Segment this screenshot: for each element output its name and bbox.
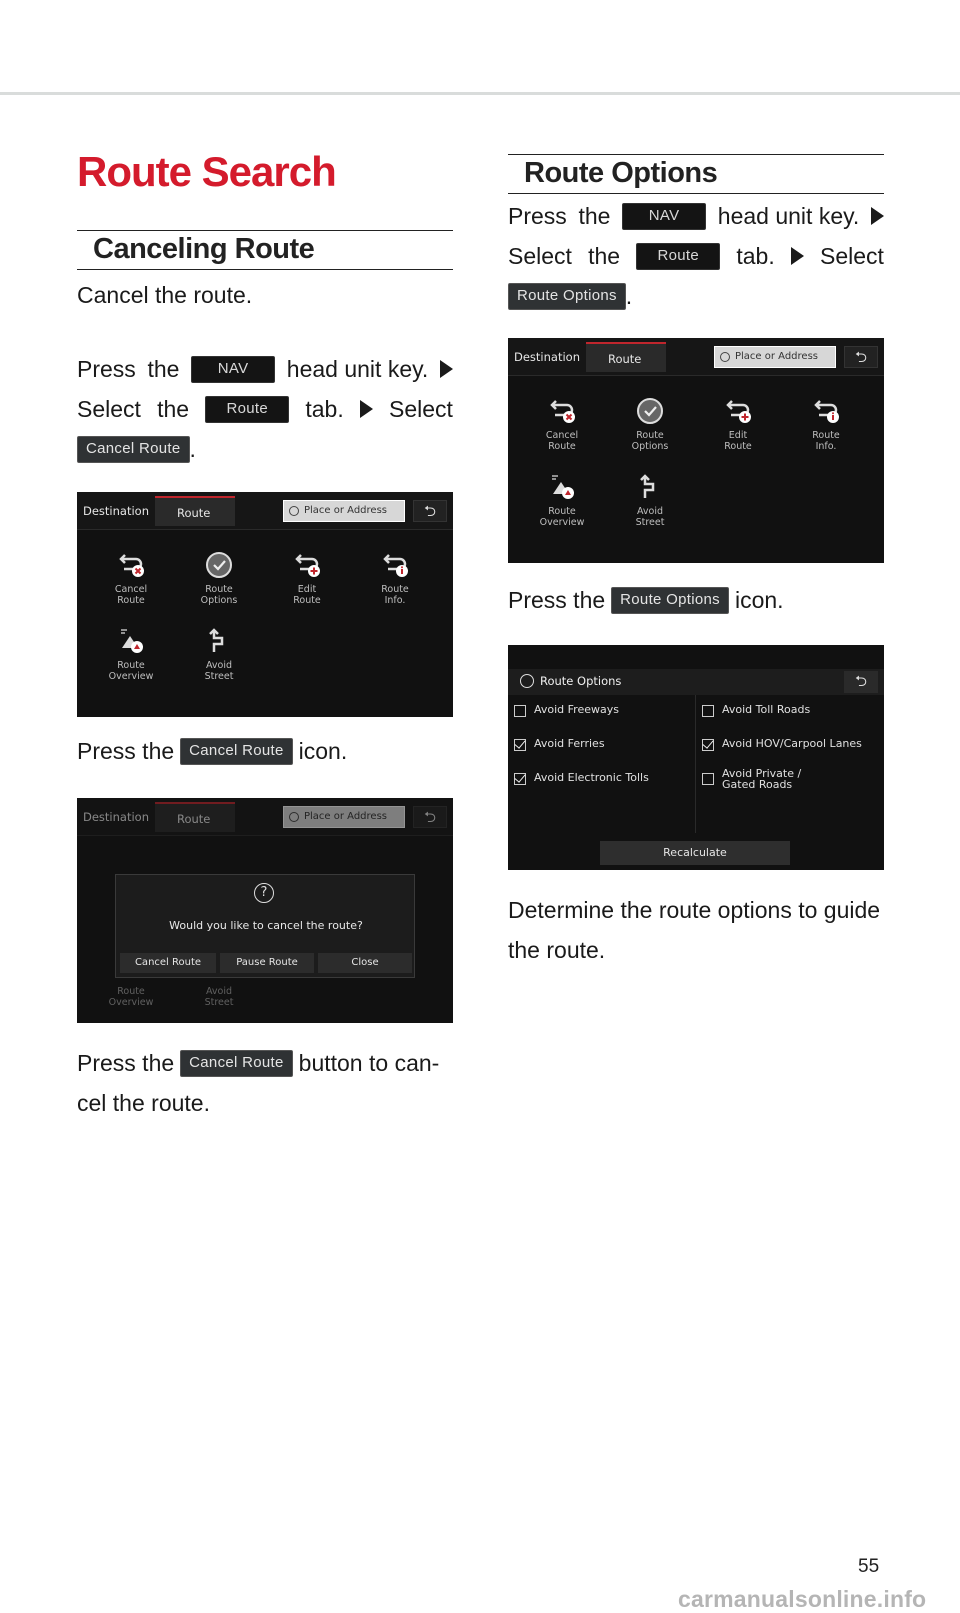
page-number: 55 — [858, 1556, 880, 1577]
back-button[interactable]: ⮌ — [844, 346, 878, 368]
confirm-dialog — [115, 874, 415, 978]
nav-key-badge: NAV — [191, 356, 275, 383]
route-options-badge: Route Options — [611, 587, 729, 614]
route-menu-screenshot-right — [508, 338, 884, 563]
route-tab-badge: Route — [205, 396, 289, 423]
section-heading-route-options: Route Options — [508, 154, 884, 194]
option-avoid-ferries[interactable]: Avoid Ferries — [510, 729, 694, 763]
search-input[interactable]: Place or Address — [283, 806, 405, 828]
search-input[interactable]: Place or Address — [283, 500, 405, 522]
right-step-2-instructions: Press the Route Options icon. — [508, 587, 784, 613]
avoid-street-icon — [204, 626, 234, 656]
tab-route[interactable]: Route — [155, 802, 235, 832]
tab-route[interactable]: Route — [155, 496, 235, 526]
cancel-route-menu-item[interactable]: Cancel Route — [91, 550, 171, 606]
page-title: Route Search — [77, 148, 336, 195]
cancel-route-dialog-screenshot — [77, 798, 453, 1023]
top-rule — [0, 92, 960, 95]
route-overview-icon — [116, 626, 146, 656]
question-icon: ? — [254, 883, 274, 903]
search-icon — [289, 506, 299, 516]
closing-text: Determine the route options to guide the route. — [508, 897, 881, 963]
intro-text: Cancel the route. — [77, 282, 253, 308]
watermark: carmanualsonline.info — [678, 1586, 927, 1612]
checkbox[interactable] — [514, 705, 526, 717]
checkbox[interactable] — [702, 773, 714, 785]
route-overview-icon — [547, 472, 577, 502]
route-menu-screenshot — [77, 492, 453, 717]
arrow-right-icon — [871, 207, 884, 225]
edit-route-icon — [723, 396, 753, 426]
screen-top-bar — [77, 492, 453, 530]
arrow-right-icon — [791, 247, 804, 265]
tab-destination[interactable]: Destination — [83, 504, 149, 518]
dialog-cancel-route-button[interactable]: Cancel Route — [120, 953, 216, 973]
route-options-icon — [204, 550, 234, 580]
checkbox-checked[interactable] — [514, 773, 526, 785]
avoid-street-menu-item: Avoid Street — [204, 986, 234, 1008]
checkbox-checked[interactable] — [702, 739, 714, 751]
search-icon — [289, 812, 299, 822]
back-button[interactable]: ⮌ — [844, 671, 878, 693]
route-info-menu-item[interactable]: Route Info. — [786, 396, 866, 452]
back-button[interactable]: ⮌ — [413, 806, 447, 828]
tab-destination[interactable]: Destination — [83, 810, 149, 824]
route-options-menu-item[interactable]: Route Options — [610, 396, 690, 452]
option-avoid-hov-lanes[interactable]: Avoid HOV/Carpool Lanes — [698, 729, 882, 763]
dialog-message: Would you like to cancel the route? — [169, 919, 363, 932]
search-input[interactable]: Place or Address — [714, 346, 836, 368]
route-overview-menu-item[interactable]: Route Overview — [522, 472, 602, 528]
route-options-menu-item[interactable]: Route Options — [179, 550, 259, 606]
dialog-close-button[interactable]: Close — [318, 953, 412, 973]
checkbox-checked[interactable] — [514, 739, 526, 751]
right-step-1-instructions: Press the NAV head unit key. Select the Route tab. Select Route Options . — [508, 203, 884, 309]
tab-route[interactable]: Route — [586, 342, 666, 372]
checkbox[interactable] — [702, 705, 714, 717]
column-divider — [695, 695, 696, 833]
route-options-header — [508, 669, 884, 695]
avoid-street-menu-item[interactable]: Avoid Street — [179, 626, 259, 682]
avoid-street-menu-item[interactable]: Avoid Street — [610, 472, 690, 528]
route-info-icon — [811, 396, 841, 426]
step-2-instructions: Press the Cancel Route icon. — [77, 738, 348, 764]
route-overview-menu-item[interactable]: Route Overview — [91, 626, 171, 682]
back-button[interactable]: ⮌ — [413, 500, 447, 522]
check-circle-icon — [520, 674, 534, 688]
search-icon — [720, 352, 730, 362]
cancel-route-icon — [547, 396, 577, 426]
cancel-route-badge: Cancel Route — [77, 436, 190, 463]
step-3-instructions: Press the Cancel Route button to can- cel the route. — [77, 1050, 440, 1116]
screen-top-bar — [508, 338, 884, 376]
edit-route-menu-item[interactable]: Edit Route — [267, 550, 347, 606]
cancel-route-menu-item[interactable]: Cancel Route — [522, 396, 602, 452]
option-avoid-private-roads[interactable]: Avoid Private / Gated Roads — [698, 763, 882, 797]
edit-route-icon — [292, 550, 322, 580]
edit-route-menu-item[interactable]: Edit Route — [698, 396, 778, 452]
step-1-instructions: Press the NAV head unit key. Select the Route tab. Select Cancel Route . — [77, 356, 453, 462]
arrow-right-icon — [440, 360, 453, 378]
avoid-street-icon — [635, 472, 665, 502]
screen-top-bar — [77, 798, 453, 836]
tab-destination[interactable]: Destination — [514, 350, 580, 364]
recalculate-button[interactable]: Recalculate — [600, 841, 790, 865]
route-info-icon — [380, 550, 410, 580]
route-overview-menu-item: Route Overview — [108, 986, 154, 1008]
route-options-screenshot — [508, 645, 884, 870]
option-avoid-electronic-tolls[interactable]: Avoid Electronic Tolls — [510, 763, 694, 797]
nav-key-badge: NAV — [622, 203, 706, 230]
arrow-right-icon — [360, 400, 373, 418]
route-options-icon — [635, 396, 665, 426]
cancel-route-icon — [116, 550, 146, 580]
option-avoid-freeways[interactable]: Avoid Freeways — [510, 695, 694, 729]
cancel-route-badge: Cancel Route — [180, 1050, 293, 1077]
route-options-title: Route Options — [540, 674, 622, 688]
section-heading-canceling-route: Canceling Route — [77, 230, 453, 270]
dialog-pause-route-button[interactable]: Pause Route — [220, 953, 314, 973]
route-info-menu-item[interactable]: Route Info. — [355, 550, 435, 606]
route-tab-badge: Route — [636, 243, 720, 270]
cancel-route-badge: Cancel Route — [180, 738, 293, 765]
option-avoid-toll-roads[interactable]: Avoid Toll Roads — [698, 695, 882, 729]
route-options-badge: Route Options — [508, 283, 626, 310]
